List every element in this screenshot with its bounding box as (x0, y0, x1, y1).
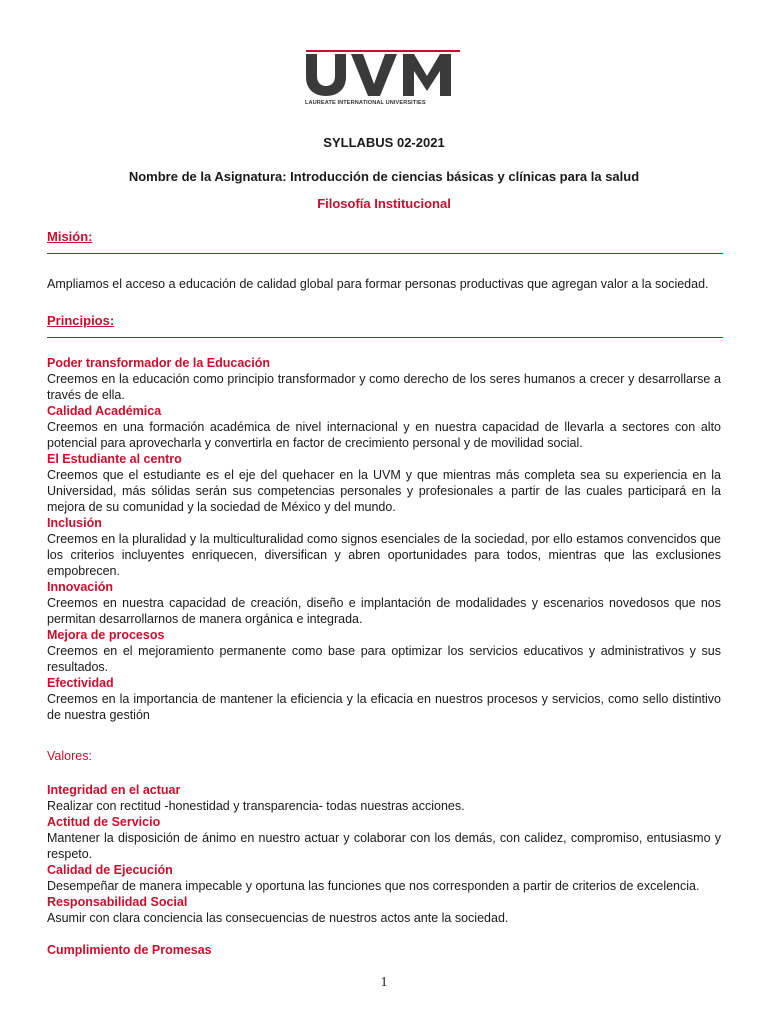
principio-text: Creemos en la educación como principio transformador y como derecho de los seres humanos a crecer y desarrollarse a través de ella. (47, 372, 721, 402)
principio-term: Poder transformador de la Educación (47, 356, 270, 370)
valor-item (47, 942, 721, 958)
principio-term: Innovación (47, 580, 113, 594)
principio-item (47, 355, 721, 403)
principio-term: Efectividad (47, 676, 114, 690)
mision-divider (47, 253, 723, 254)
valor-text: Realizar con rectitud -honestidad y transparencia- todas nuestras acciones. (47, 799, 465, 813)
valores-list (47, 782, 721, 958)
principios-divider (47, 337, 723, 338)
valor-item (47, 782, 721, 814)
principio-text: Creemos en el mejoramiento permanente como base para optimizar los servicios educativos y administrativos y sus resultados. (47, 644, 721, 674)
valor-term: Actitud de Servicio (47, 815, 161, 829)
uvm-logo (303, 46, 463, 108)
principio-item (47, 675, 721, 723)
principio-item (47, 579, 721, 627)
valor-item (47, 862, 721, 894)
principio-item (47, 515, 721, 579)
principio-text: Creemos en nuestra capacidad de creación, diseño e implantación de modalidades y escenarios novedosos que nos permitan desarrollarnos de manera orgánica e integrada. (47, 596, 721, 626)
principio-term: El Estudiante al centro (47, 452, 182, 466)
principio-term: Inclusión (47, 516, 102, 530)
valor-term: Calidad de Ejecución (47, 863, 173, 877)
valor-term: Responsabilidad Social (47, 895, 188, 909)
principio-item (47, 451, 721, 515)
principio-text: Creemos en la pluralidad y la multiculturalidad como signos esenciales de la sociedad, por ello estamos convencidos que los criterios incluyentes enriquecen, diversifican y abren oportunidades para todos, mientras que las exclusiones empobrecen. (47, 532, 721, 578)
mision-text: Ampliamos el acceso a educación de calidad global para formar personas productivas que agregan valor a la sociedad. (47, 277, 709, 291)
syllabus-title: SYLLABUS 02-2021 (323, 135, 445, 150)
page-number: 1 (380, 975, 388, 990)
valor-text: Asumir con clara conciencia las consecuencias de nuestros actos ante la sociedad. (47, 911, 509, 925)
mision-heading: Misión: (47, 229, 93, 244)
principio-term: Mejora de procesos (47, 628, 165, 642)
principio-text: Creemos en una formación académica de nivel internacional y en nuestra capacidad de llevarla a sectores con alto potencial para aprovecharla y convertirla en factor de crecimiento personal y de movilidad social. (47, 420, 721, 450)
principio-text: Creemos en la importancia de mantener la eficiencia y la eficacia en nuestros procesos y servicios, como sello distintivo de nuestra gestión (47, 692, 721, 722)
valor-term: Integridad en el actuar (47, 783, 181, 797)
valor-text: Mantener la disposición de ánimo en nuestro actuar y colaborar con los demás, con calidez, compromiso, entusiasmo y respeto. (47, 831, 721, 861)
valor-term: Cumplimiento de Promesas (47, 943, 212, 957)
valores-heading: Valores: (47, 749, 92, 763)
principio-term: Calidad Académica (47, 404, 162, 418)
valor-text: Desempeñar de manera impecable y oportuna las funciones que nos corresponden a partir de criterios de excelencia. (47, 879, 700, 893)
principio-item (47, 403, 721, 451)
philosophy-title: Filosofía Institucional (317, 196, 451, 211)
principio-text: Creemos que el estudiante es el eje del quehacer en la UVM y que mientras más completa sea su experiencia en la Universidad, más sólidas serán sus competencias personales y profesionales a partir de las cuales participará en la mejora de su comunidad y la sociedad de México y del mundo. (47, 468, 721, 514)
principios-heading: Principios: (47, 313, 115, 328)
principios-list (47, 355, 721, 723)
valor-item (47, 894, 721, 926)
logo-tagline: LAUREATE INTERNATIONAL UNIVERSITIES (305, 100, 426, 106)
valor-item (47, 814, 721, 862)
principio-item (47, 627, 721, 675)
subject-name: Nombre de la Asignatura: Introducción de ciencias básicas y clínicas para la salud (128, 169, 640, 184)
